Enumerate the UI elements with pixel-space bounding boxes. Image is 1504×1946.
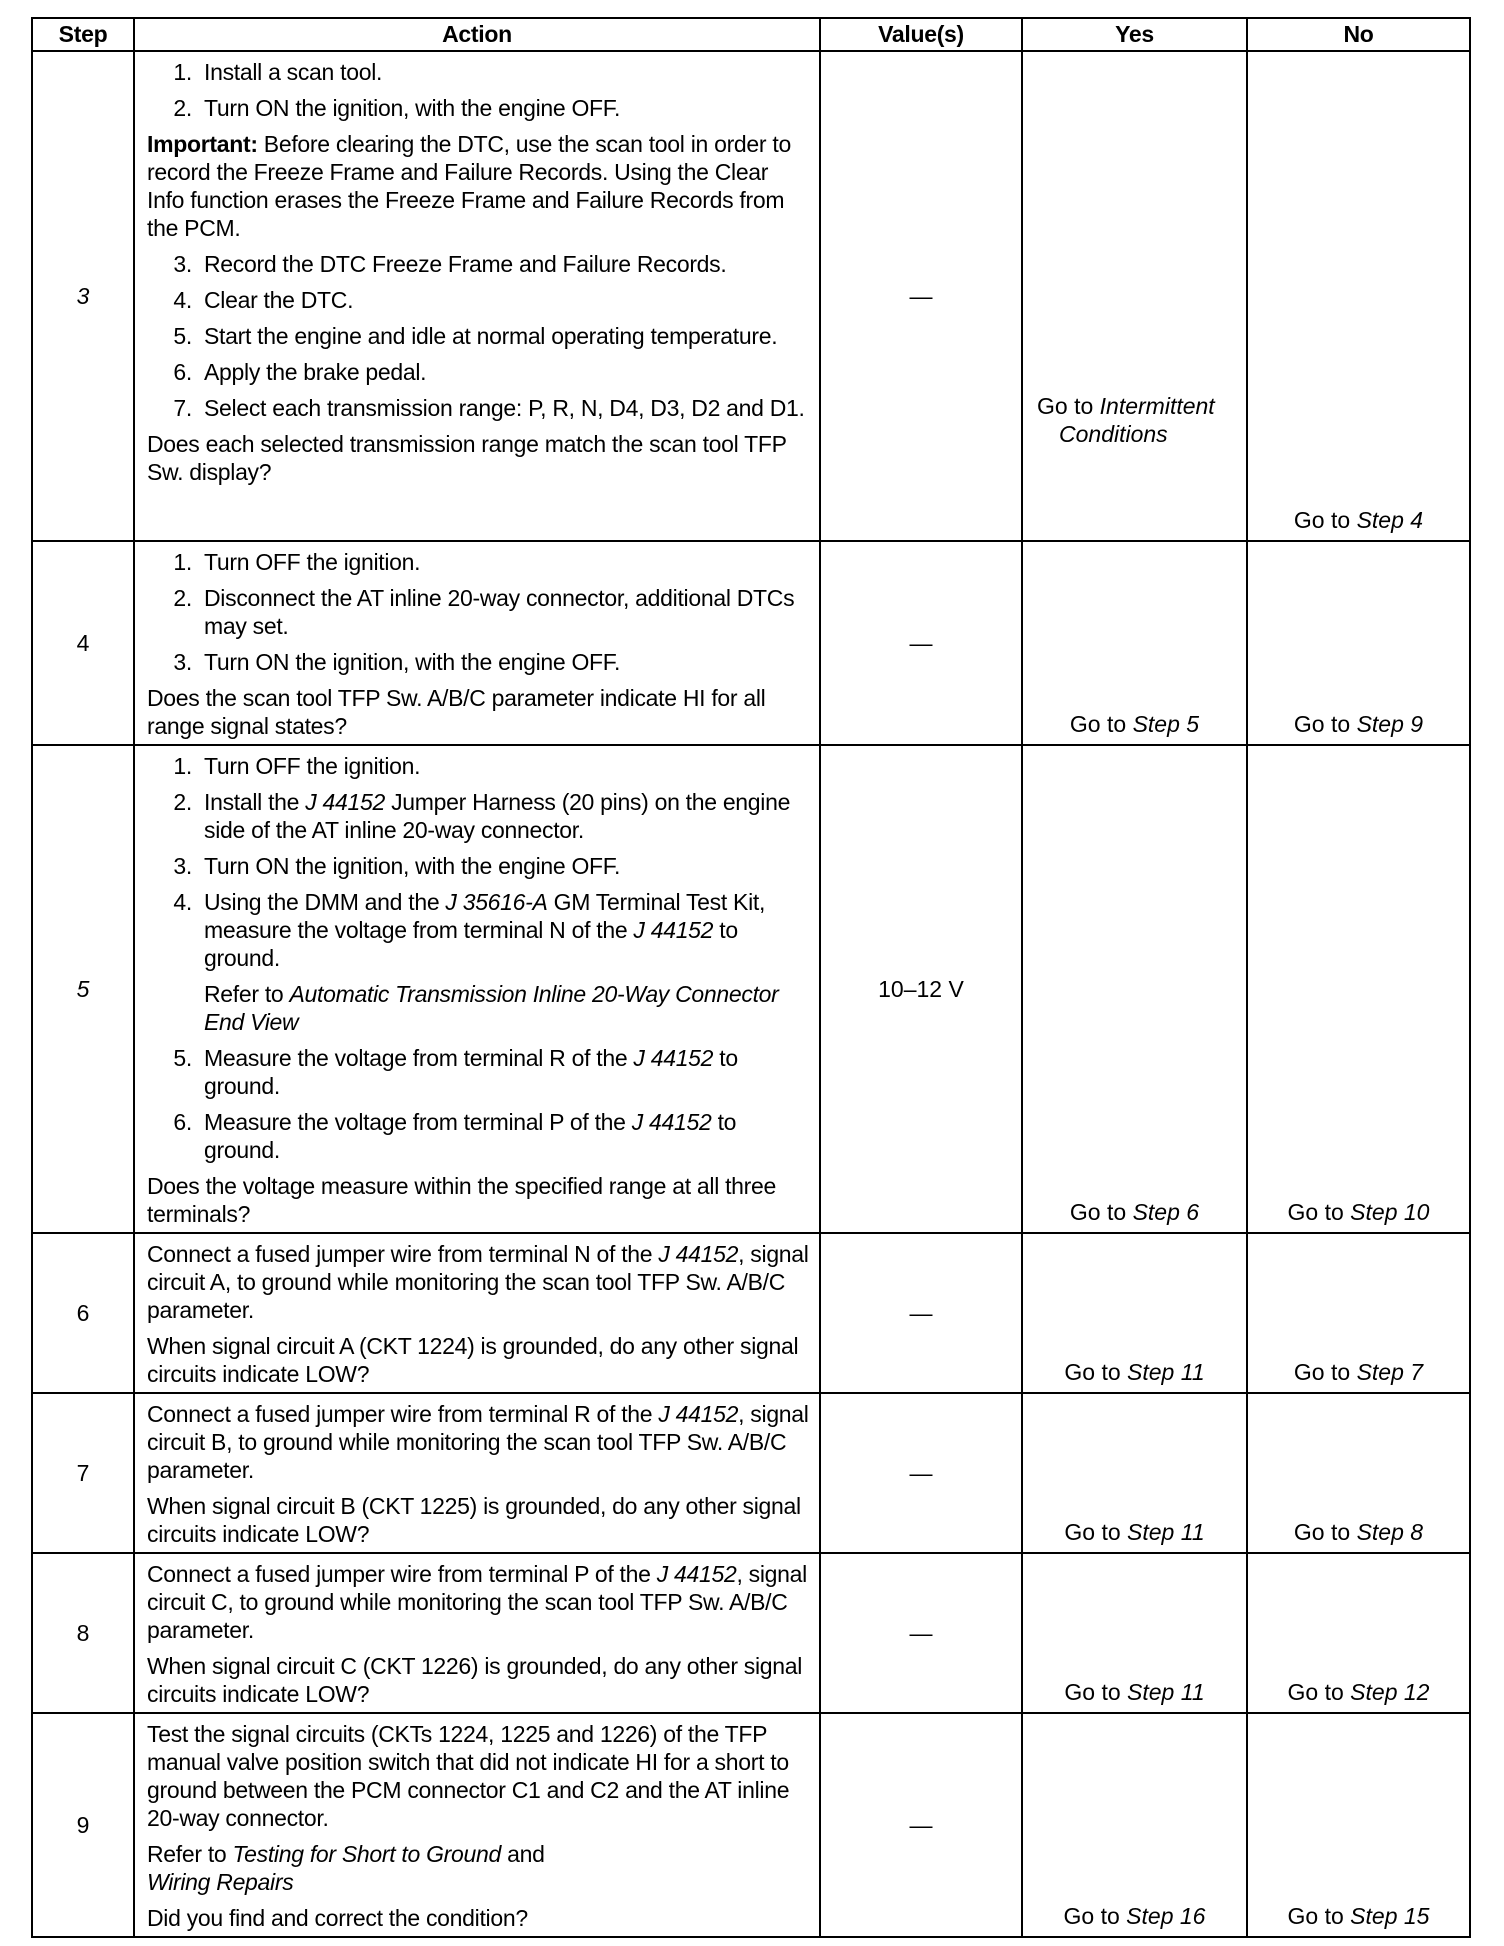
question: When signal circuit A (CKT 1224) is grounded, do any other signal circuits indicate LOW? [147, 1333, 799, 1387]
question: Does the scan tool TFP Sw. A/B/C parameter indicate HI for all range signal states? [147, 685, 766, 739]
list-item: 4. Clear the DTC. [173, 287, 354, 313]
tool-reference: J 35616-A [445, 889, 548, 915]
table-row-step-6 [32, 1233, 1470, 1393]
tool-reference: J 44152 [633, 917, 714, 943]
yes-link[interactable]: Go to Step 6 [1069, 1199, 1200, 1225]
tool-reference: J 44152 [305, 789, 385, 815]
header-step: Step [32, 18, 134, 51]
table-row-step-8 [32, 1553, 1470, 1713]
yes-cell [1022, 1553, 1247, 1713]
yes-cell [1022, 1393, 1247, 1553]
instruction: Test the signal circuits (CKTs 1224, 1225 and 1226) of the TFP manual valve position switch that did not indicate HI for a short to ground between the PCM connector C1 and C2 and the AT inline 20-way connector. [147, 1721, 790, 1831]
no-cell [1247, 1393, 1470, 1553]
no-link[interactable]: Go to Step 4 [1293, 507, 1424, 533]
yes-link[interactable]: Go to Intermittent Conditions [1037, 393, 1215, 447]
header-row [32, 18, 1470, 51]
table-row-step-3 [32, 51, 1470, 541]
value-cell: — [820, 1553, 1022, 1713]
action-cell [134, 1233, 820, 1393]
value-cell: — [820, 1233, 1022, 1393]
list-item: 3. Record the DTC Freeze Frame and Failure Records. [173, 251, 727, 277]
no-link[interactable]: Go to Step 10 [1287, 1199, 1430, 1225]
step-number: 3 [32, 51, 134, 541]
value-cell: — [820, 541, 1022, 745]
list-item: 1. Turn OFF the ignition. [173, 753, 421, 779]
yes-cell [1022, 541, 1247, 745]
list-item: 2. Install the J 44152 Jumper Harness (20 pins) on the engine side of the AT inline 20-way connector. [173, 789, 791, 843]
reference-link[interactable]: Wiring Repairs [147, 1869, 294, 1895]
no-link[interactable]: Go to Step 12 [1287, 1679, 1430, 1705]
list-item: 5. Measure the voltage from terminal R of the J 44152 to ground. [173, 1045, 738, 1099]
tool-reference: J 44152 [656, 1561, 737, 1587]
table-row-step-5 [32, 745, 1470, 1233]
yes-cell [1022, 1713, 1247, 1937]
no-cell [1247, 541, 1470, 745]
step-number: 6 [32, 1233, 134, 1393]
no-link[interactable]: Go to Step 9 [1293, 711, 1424, 737]
no-cell [1247, 1233, 1470, 1393]
value-cell: 10–12 V [820, 745, 1022, 1233]
important-note: Important: Before clearing the DTC, use the scan tool in order to record the Freeze Frame and Failure Records. Using the Clear Info function erases the Freeze Frame and Failure Records from the PCM. [147, 131, 791, 241]
step-number: 8 [32, 1553, 134, 1713]
action-cell [134, 745, 820, 1233]
list-item: 1. Turn OFF the ignition. [173, 549, 421, 575]
list-item: 4. Using the DMM and the J 35616-A GM Terminal Test Kit, measure the voltage from terminal N of the J 44152 to ground. [173, 889, 766, 971]
instruction: Connect a fused jumper wire from terminal P of the J 44152, signal circuit C, to ground while monitoring the scan tool TFP Sw. A/B/C parameter. [147, 1561, 807, 1643]
no-cell [1247, 1553, 1470, 1713]
list-item: 3. Turn ON the ignition, with the engine OFF. [173, 853, 621, 879]
reference-link[interactable]: Testing for Short to Ground [232, 1841, 501, 1867]
table-row-step-4 [32, 541, 1470, 745]
tool-reference: J 44152 [658, 1241, 739, 1267]
no-link[interactable]: Go to Step 7 [1293, 1359, 1424, 1385]
yes-link[interactable]: Go to Step 5 [1069, 711, 1200, 737]
reference-link[interactable]: Automatic Transmission Inline 20-Way Connector End View [204, 981, 779, 1035]
value-cell: — [820, 1713, 1022, 1937]
list-item: 7. Select each transmission range: P, R, N, D4, D3, D2 and D1. [173, 395, 805, 421]
no-link[interactable]: Go to Step 15 [1287, 1903, 1430, 1929]
yes-link[interactable]: Go to Step 16 [1063, 1903, 1206, 1929]
yes-link[interactable]: Go to Step 11 [1064, 1679, 1205, 1705]
action-cell [134, 541, 820, 745]
action-cell [134, 51, 820, 541]
no-cell [1247, 745, 1470, 1233]
reference-note: Refer to Testing for Short to Ground and Wiring Repairs [147, 1841, 545, 1895]
reference-note: Refer to Automatic Transmission Inline 20-Way Connector End View [204, 981, 779, 1035]
no-cell [1247, 1713, 1470, 1937]
list-item: 2. Turn ON the ignition, with the engine OFF. [173, 95, 621, 121]
question: When signal circuit B (CKT 1225) is grounded, do any other signal circuits indicate LOW? [147, 1493, 801, 1547]
question: Did you find and correct the condition? [147, 1905, 528, 1931]
tool-reference: J 44152 [658, 1401, 739, 1427]
diagnostic-table [31, 17, 1471, 1938]
step-number: 4 [32, 541, 134, 745]
list-item: 3. Turn ON the ignition, with the engine OFF. [173, 649, 621, 675]
header-yes: Yes [1022, 18, 1247, 51]
list-item: 1. Install a scan tool. [173, 59, 383, 85]
value-cell: — [820, 51, 1022, 541]
no-cell [1247, 51, 1470, 541]
important-label: Important: [147, 131, 258, 157]
tool-reference: J 44152 [631, 1109, 712, 1135]
yes-cell [1022, 1233, 1247, 1393]
value-cell: — [820, 1393, 1022, 1553]
question: Does each selected transmission range match the scan tool TFP Sw. display? [147, 431, 787, 485]
header-values: Value(s) [820, 18, 1022, 51]
yes-cell [1022, 51, 1247, 541]
question: When signal circuit C (CKT 1226) is grounded, do any other signal circuits indicate LOW? [147, 1653, 803, 1707]
action-cell [134, 1393, 820, 1553]
action-cell [134, 1713, 820, 1937]
question: Does the voltage measure within the specified range at all three terminals? [147, 1173, 777, 1227]
table-row-step-9 [32, 1713, 1470, 1937]
instruction: Connect a fused jumper wire from terminal N of the J 44152, signal circuit A, to ground while monitoring the scan tool TFP Sw. A/B/C parameter. [147, 1241, 809, 1323]
yes-cell [1022, 745, 1247, 1233]
yes-link[interactable]: Go to Step 11 [1064, 1359, 1205, 1385]
step-number: 5 [32, 745, 134, 1233]
action-cell [134, 1553, 820, 1713]
step-number: 7 [32, 1393, 134, 1553]
no-link[interactable]: Go to Step 8 [1293, 1519, 1424, 1545]
step-number: 9 [32, 1713, 134, 1937]
list-item: 6. Measure the voltage from terminal P of the J 44152 to ground. [173, 1109, 737, 1163]
list-item: 6. Apply the brake pedal. [173, 359, 427, 385]
table-row-step-7 [32, 1393, 1470, 1553]
header-action: Action [134, 18, 820, 51]
list-item: 2. Disconnect the AT inline 20-way connector, additional DTCs may set. [173, 585, 795, 639]
instruction: Connect a fused jumper wire from terminal R of the J 44152, signal circuit B, to ground while monitoring the scan tool TFP Sw. A/B/C parameter. [147, 1401, 809, 1483]
list-item: 5. Start the engine and idle at normal operating temperature. [173, 323, 778, 349]
header-no: No [1247, 18, 1470, 51]
yes-link[interactable]: Go to Step 11 [1064, 1519, 1205, 1545]
tool-reference: J 44152 [633, 1045, 714, 1071]
